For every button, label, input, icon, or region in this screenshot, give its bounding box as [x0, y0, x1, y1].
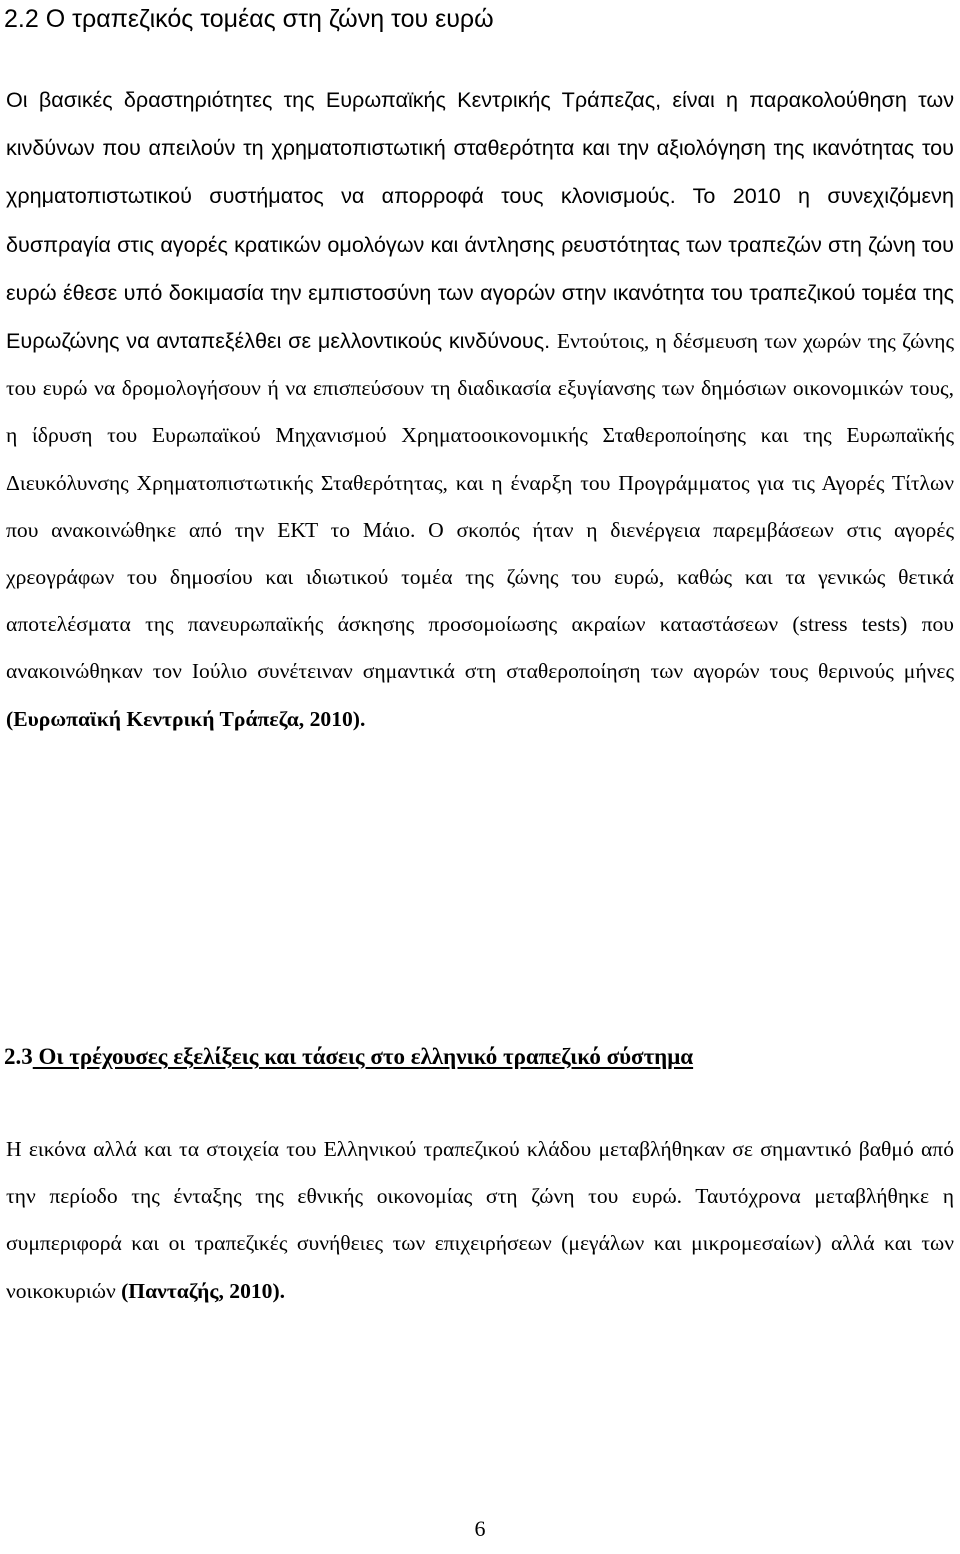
paragraph-sentence-1: Η εικόνα αλλά και τα στοιχεία του Ελληνικού τραπεζικού κλάδου μεταβλήθηκαν σε σημαντικό βαθμό από την περίοδο της ένταξης της εθνικής οικονομίας στη ζώνη του ευρώ.: [6, 1137, 954, 1209]
paragraph-sentence-3: Εντούτοις, η δέσμευση των χωρών της ζώνης του ευρώ να δρομολογήσουν ή να επισπεύσουν τη διαδικασία εξυγίανσης των δημόσιων οικονομικών τους, η ίδρυση του Ευρωπαϊκού Μηχανισμού Χρηματοοικονομικής Σταθεροποίησης και της Ευρωπαϊκής Διευκόλυνσης Χρηματοπιστωτικής Σταθερότητας, και η έναρξη του Προγράμματος για τις Αγορές Τίτλων που ανακοινώθηκε από την ΕΚΤ το Μάιο.: [6, 329, 955, 542]
paragraph-sentence-4: Ο σκοπός ήταν η διενέργεια παρεμβάσεων στις αγορές χρεογράφων του δημοσίου και ιδιωτικού τομέα της ζώνης του ευρώ, καθώς και τα γενικώς θετικά αποτελέσματα της πανευρωπαϊκής άσκησης προσομοίωσης ακραίων καταστάσεων (stress tests) που ανακοινώθηκαν τον Ιούλιο συνέτειναν σημαντικά στη σταθεροποίηση των αγορών τους θερινούς μήνες: [6, 517, 954, 684]
citation-ecb-2010: (Ευρωπαϊκή Κεντρική Τράπεζα, 2010).: [6, 706, 366, 731]
section-number: 2.3: [4, 1044, 33, 1069]
paragraph-sentence-1: Οι βασικές δραστηριότητες της Ευρωπαϊκής Κεντρικής Τράπεζας, είναι η παρακολούθηση των κινδύνων που απειλούν τη χρηματοπιστωτική σταθερότητα και την αξιολόγηση της ικανότητας του χρηματοπιστωτικού συστήματος να απορροφά τους κλονισμούς.: [6, 87, 954, 209]
section-heading-2-2: 2.2 Ο τραπεζικός τομέας στη ζώνη του ευρώ: [4, 5, 494, 33]
paragraph-sentence-2: Το 2010 η συνεχιζόμενη δυσπραγία στις αγορές κρατικών ομολόγων και άντλησης ρευστότητας των τραπεζών στη ζώνη του ευρώ έθεσε υπό δοκιμασία την εμπιστοσύνη των αγορών στην ικανότητα του τραπεζικού τομέα της Ευρωζώνης να ανταπεξέλθει σε μελλοντικούς κινδύνους.: [6, 183, 954, 354]
section-title: Οι τρέχουσες εξελίξεις και τάσεις στο ελληνικό τραπεζικό σύστημα: [32, 1044, 694, 1069]
section-heading-2-3: [4, 1037, 693, 1077]
section-2-2-paragraph: [6, 76, 954, 743]
paragraph-sentence-2: Ταυτόχρονα μεταβλήθηκε η συμπεριφορά και οι τραπεζικές συνήθειες των επιχειρήσεων (μεγάλων και μικρομεσαίων) αλλά και των νοικοκυριών: [6, 1184, 954, 1303]
citation-pantazis-2010: (Πανταζής, 2010).: [121, 1278, 286, 1303]
section-2-3-paragraph: [6, 1126, 954, 1315]
page-number: 6: [474, 1516, 486, 1541]
